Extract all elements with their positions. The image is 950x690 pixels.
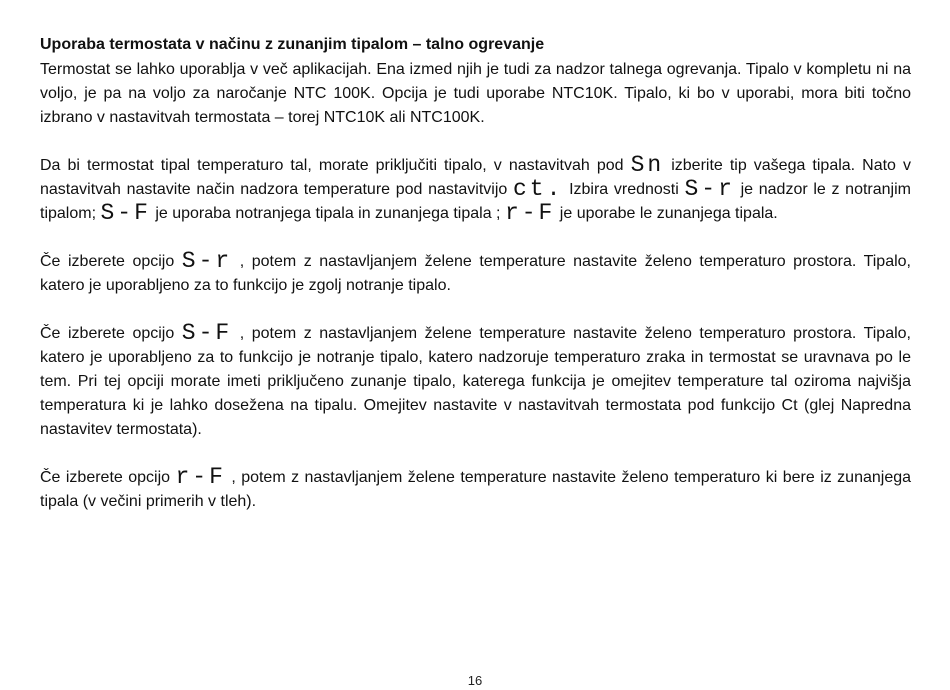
paragraph-sensor-setup xyxy=(40,154,911,226)
text-segment: Če izberete opcijo xyxy=(40,469,176,486)
text-segment: , potem z nastavljanjem želene temperature nastavite želeno temperaturo prostora. Tipalo, katero je uporabljeno za to funkcijo je zgolj notranje tipalo. xyxy=(40,253,912,294)
display-code-s-r: S-r xyxy=(181,248,233,274)
text-segment: je nadzor le z notranjim tipalom; xyxy=(40,181,911,222)
text-segment: je uporaba notranjega tipala in zunanjega tipala ; xyxy=(150,205,505,222)
section-heading: Uporaba termostata v načinu z zunanjim tipalom – talno ogrevanje xyxy=(40,36,545,53)
text-segment: je uporabe le zunanjega tipala. xyxy=(555,205,778,222)
paragraph-option-s-f xyxy=(40,322,911,442)
document-page xyxy=(40,34,911,538)
page-number: 16 xyxy=(467,673,483,688)
display-code-r-f: r-F xyxy=(504,200,556,226)
paragraph-option-r-f xyxy=(40,466,911,514)
text-segment: , potem z nastavljanjem želene temperature nastavite želeno temperaturo ki bere iz zunanjega tipala (v večini primerih v tleh). xyxy=(40,469,912,510)
display-code-s-f: S-F xyxy=(100,200,151,226)
text-segment: Če izberete opcijo xyxy=(40,325,182,342)
display-code-r-f: r-F xyxy=(175,464,226,490)
display-code-sn: Sn xyxy=(630,152,665,178)
text-segment: Da bi termostat tipal temperaturo tal, morate priključiti tipalo, v nastavitvah pod xyxy=(40,157,631,174)
text-segment: izberite tip vašega tipala. Nato v nastavitvah nastavite način nadzora temperature pod nastavitvijo xyxy=(40,157,912,198)
display-code-ct: ct. xyxy=(512,176,564,202)
text-segment: Če izberete opcijo xyxy=(40,253,182,270)
text-segment: , potem z nastavljanjem želene temperature nastavite želeno temperaturo prostora. Tipalo, katero je uporabljeno za to funkcijo je notranje tipalo, katero nadzoruje temperaturo zraka in termostat se uravnava po le tem. Pri tej opciji morate imeti priključeno zunanje tipalo, katerega funkcija je omejitev temperature tal oziroma najvišja temperatura ki je lahko dosežena na tipalu. Omejitev nastavite v nastavitvah termostata pod funkcijo Ct (glej Napredna nastavitev termostata). xyxy=(40,325,912,438)
display-code-s-f: S-F xyxy=(181,320,233,346)
display-code-s-r: S-r xyxy=(684,176,735,202)
text-segment: Izbira vrednosti xyxy=(563,181,685,198)
paragraph-option-s-r xyxy=(40,250,911,298)
paragraph-intro: Termostat se lahko uporablja v več aplikacijah. Ena izmed njih je tudi za nadzor talnega ogrevanja. Tipalo v kompletu ni na voljo, je pa na voljo za naročanje NTC 100K. Opcija je tudi uporabe NTC10K. Tipalo, ki bo v uporabi, mora biti točno izbrano v nastavitvah termostata – torej NTC10K ali NTC100K. xyxy=(40,61,911,126)
